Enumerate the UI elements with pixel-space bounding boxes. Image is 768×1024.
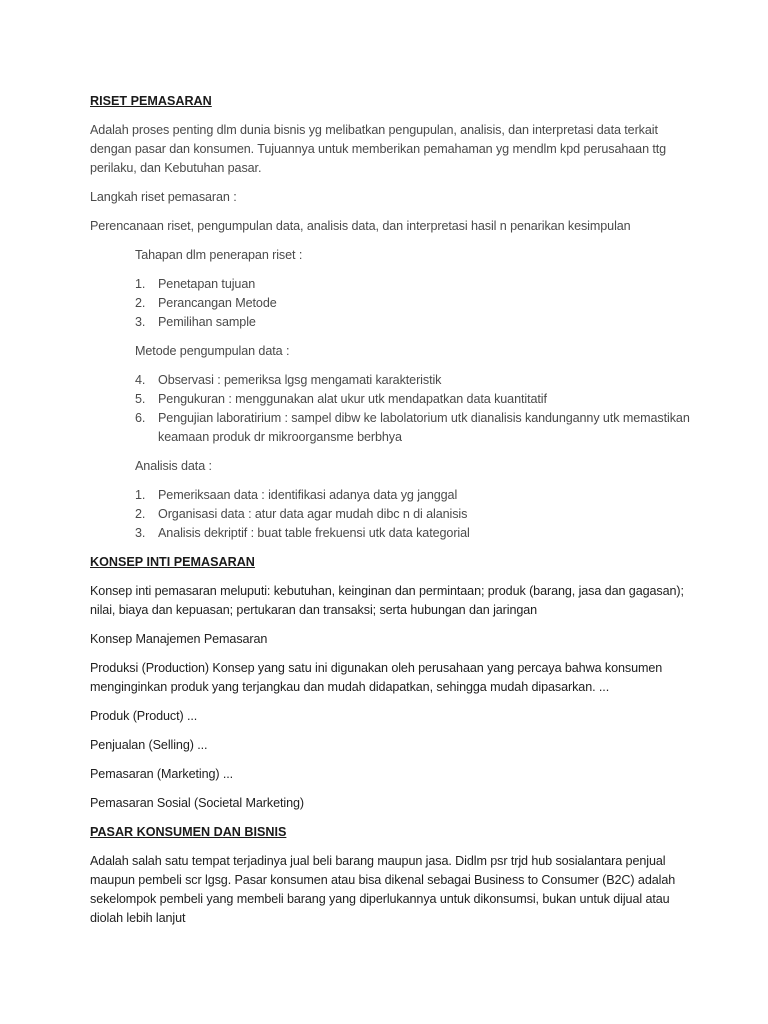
list-item <box>135 524 690 543</box>
riset-intro-paragraph: Adalah proses penting dlm dunia bisnis yg melibatkan pengupulan, analisis, dan interpretasi data terkait dengan pasar dan konsumen. Tujuannya untuk memberikan pemahaman yg mendlm kpd perusahaan ttg perilaku, dan Kebutuhan pasar. <box>90 123 667 175</box>
langkah-label: Langkah riset pemasaran : <box>90 190 237 204</box>
list-number: 2. <box>135 296 146 310</box>
konsep-manajemen-label: Konsep Manajemen Pemasaran <box>90 632 268 646</box>
list-item <box>135 390 690 409</box>
list-number: 4. <box>135 373 146 387</box>
list-number: 3. <box>135 315 146 329</box>
list-number: 5. <box>135 392 146 406</box>
list-number: 1. <box>135 488 146 502</box>
pasar-paragraph: Adalah salah satu tempat terjadinya jual beli barang maupun jasa. Didlm psr trjd hub sosialantara penjual maupun pembeli scr lgsg. Pasar konsumen atau bisa dikenal sebagai Business to Consumer (B2C) adalah sekelompok pembeli yang membeli barang yang diperlukannya untuk dikonsumsi, bukan untuk dijual atau diolah lebih lanjut <box>90 854 676 925</box>
tahapan-label: Tahapan dlm penerapan riset : <box>135 248 303 262</box>
metode-list <box>135 371 690 447</box>
list-text: Penetapan tujuan <box>158 277 256 291</box>
heading-pasar-konsumen: PASAR KONSUMEN DAN BISNIS <box>90 825 287 839</box>
langkah-text: Perencanaan riset, pengumpulan data, analisis data, dan interpretasi hasil n penarikan kesimpulan <box>90 219 631 233</box>
produk-line: Produk (Product) ... <box>90 709 198 723</box>
list-item <box>135 409 690 447</box>
analisis-list <box>135 486 690 543</box>
analisis-label: Analisis data : <box>135 459 212 473</box>
list-item <box>135 505 690 524</box>
list-item <box>135 294 690 313</box>
pemasaran-sosial-line: Pemasaran Sosial (Societal Marketing) <box>90 796 304 810</box>
list-item <box>135 486 690 505</box>
list-text: Pemeriksaan data : identifikasi adanya data yg janggal <box>158 488 458 502</box>
list-text: Pengukuran : menggunakan alat ukur utk mendapatkan data kuantitatif <box>158 392 547 406</box>
metode-label: Metode pengumpulan data : <box>135 344 290 358</box>
list-text: Observasi : pemeriksa lgsg mengamati karakteristik <box>158 373 442 387</box>
list-text: Organisasi data : atur data agar mudah dibc n di alanisis <box>158 507 468 521</box>
document-page <box>90 92 690 928</box>
pemasaran-line: Pemasaran (Marketing) ... <box>90 767 234 781</box>
heading-riset-pemasaran: RISET PEMASARAN <box>90 94 212 108</box>
list-number: 3. <box>135 526 146 540</box>
produksi-paragraph: Produksi (Production) Konsep yang satu ini digunakan oleh perusahaan yang percaya bahwa konsumen menginginkan produk yang terjangkau dan mudah didapatkan, sehingga mudah dipasarkan. ... <box>90 661 663 694</box>
list-number: 1. <box>135 277 146 291</box>
list-text: Pemilihan sample <box>158 315 256 329</box>
list-number: 6. <box>135 411 146 425</box>
konsep-intro-paragraph: Konsep inti pemasaran meluputi: kebutuhan, keinginan dan permintaan; produk (barang, jasa dan gagasan); nilai, biaya dan kepuasan; pertukaran dan transaksi; serta hubungan dan jaringan <box>90 584 684 617</box>
list-number: 2. <box>135 507 146 521</box>
list-item <box>135 371 690 390</box>
list-text: Pengujian laboratirium : sampel dibw ke labolatorium utk dianalisis kandunganny utk memastikan keamaan produk dr mikroorgansme berbhya <box>158 411 690 444</box>
tahapan-list <box>135 275 690 332</box>
list-text: Analisis dekriptif : buat table frekuensi utk data kategorial <box>158 526 470 540</box>
list-item <box>135 275 690 294</box>
heading-konsep-inti: KONSEP INTI PEMASARAN <box>90 555 255 569</box>
penjualan-line: Penjualan (Selling) ... <box>90 738 208 752</box>
list-item <box>135 313 690 332</box>
list-text: Perancangan Metode <box>158 296 277 310</box>
